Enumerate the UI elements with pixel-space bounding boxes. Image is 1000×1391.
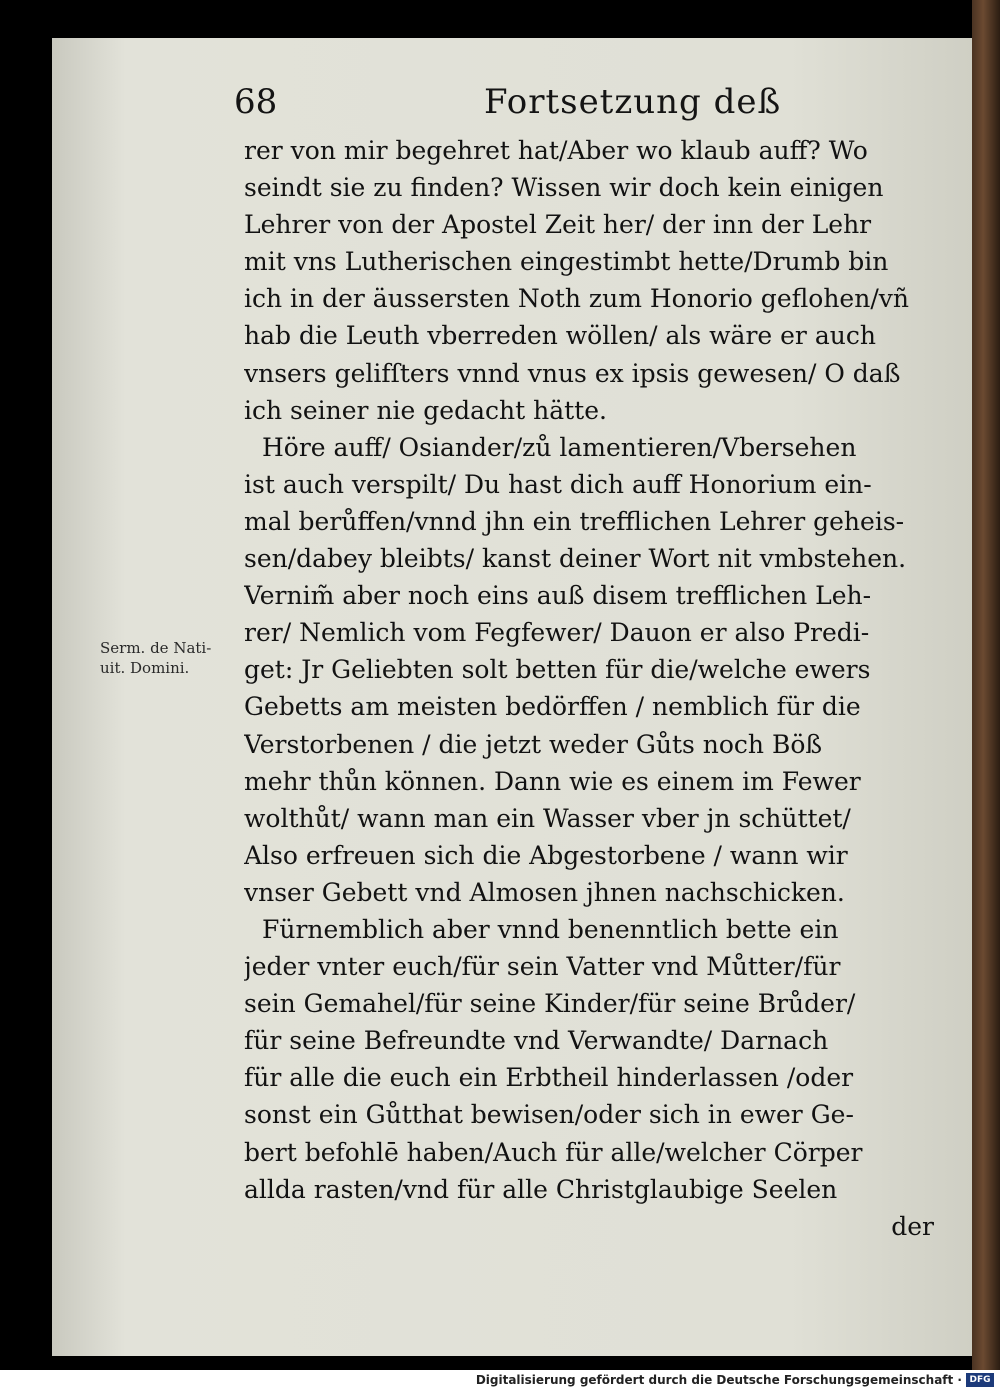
margin-note bbox=[100, 638, 240, 678]
text-line: sen/dabey bleibts/ kanst deiner Wort nit vmbstehen. bbox=[244, 544, 907, 574]
text-line: ich seiner nie gedacht hätte. bbox=[244, 395, 607, 425]
text-line: Lehrer von der Apostel Zeit her/ der inn der Lehr bbox=[244, 210, 872, 240]
dfg-logo: DFG bbox=[966, 1373, 994, 1387]
text-line: jeder vnter euch/für sein Vatter vnd Můtter/für bbox=[244, 952, 841, 982]
text-line: Fürnemblich aber vnnd benenntlich bette ein bbox=[262, 914, 839, 944]
text-line: ich in der äussersten Noth zum Honorio geflohen/vñ bbox=[244, 284, 909, 314]
text-line: wolthůt/ wann man ein Wasser vber jn schüttet/ bbox=[244, 803, 851, 833]
catchword: der bbox=[891, 1211, 934, 1241]
book-spine bbox=[972, 0, 1000, 1391]
text-line: Verstorbenen / die jetzt weder Gůts noch Böß bbox=[244, 729, 823, 759]
text-line: für alle die euch ein Erbtheil hinderlassen /oder bbox=[244, 1063, 854, 1093]
text-line: Vernim̃ aber noch eins auß disem trefflichen Leh- bbox=[244, 581, 872, 611]
text-line: Gebetts am meisten bedörffen / nemblich für die bbox=[244, 692, 861, 722]
text-line: vnser Gebett vnd Almosen jhnen nachschicken. bbox=[244, 877, 845, 907]
running-head: Fortsetzung deß bbox=[484, 82, 782, 122]
text-line: rer von mir begehret hat/Aber wo klaub auff? Wo bbox=[244, 136, 868, 165]
text-line: mit vns Lutherischen eingestimbt hette/Drumb bin bbox=[244, 247, 889, 277]
text-line: hab die Leuth vberreden wöllen/ als wäre er auch bbox=[244, 321, 876, 351]
text-line: für seine Befreundte vnd Verwandte/ Darnach bbox=[244, 1026, 829, 1056]
text-line: get: Jr Geliebten solt betten für die/welche ewers bbox=[244, 655, 871, 685]
text-line: bert befohlē haben/Auch für alle/welcher Cörper bbox=[244, 1137, 863, 1167]
text-line: allda rasten/vnd für alle Christglaubige Seelen bbox=[244, 1174, 838, 1204]
text-line: mehr thůn können. Dann wie es einem im Fewer bbox=[244, 766, 861, 796]
text-line: sonst ein Gůtthat bewisen/oder sich in ewer Ge- bbox=[244, 1100, 854, 1130]
footer-bar bbox=[0, 1370, 1000, 1391]
body-text bbox=[244, 132, 934, 1245]
funding-credit: Digitalisierung gefördert durch die Deutsche Forschungsgemeinschaft · bbox=[475, 1373, 962, 1387]
text-line: Also erfreuen sich die Abgestorbene / wann wir bbox=[244, 840, 848, 870]
text-line: vnsers gelifſters vnnd vnus ex ipsis gewesen/ O daß bbox=[244, 358, 901, 388]
text-line: seindt sie zu finden? Wissen wir doch kein einigen bbox=[244, 173, 884, 203]
text-line: sein Gemahel/für seine Kinder/für seine Brůder/ bbox=[244, 989, 856, 1019]
text-line: ist auch verspilt/ Du hast dich auff Honorium ein- bbox=[244, 469, 872, 499]
text-line: mal berůffen/vnnd jhn ein trefflichen Lehrer geheis- bbox=[244, 506, 905, 536]
text-line: rer/ Nemlich vom Fegfewer/ Dauon er also Predi- bbox=[244, 618, 870, 648]
margin-note-line: Serm. de Nati- bbox=[100, 639, 212, 657]
text-line: Höre auff/ Osiander/zů lamentieren/Vbersehen bbox=[262, 432, 857, 462]
book-page bbox=[52, 38, 972, 1356]
page-number: 68 bbox=[234, 82, 278, 122]
margin-note-line: uit. Domini. bbox=[100, 659, 190, 677]
